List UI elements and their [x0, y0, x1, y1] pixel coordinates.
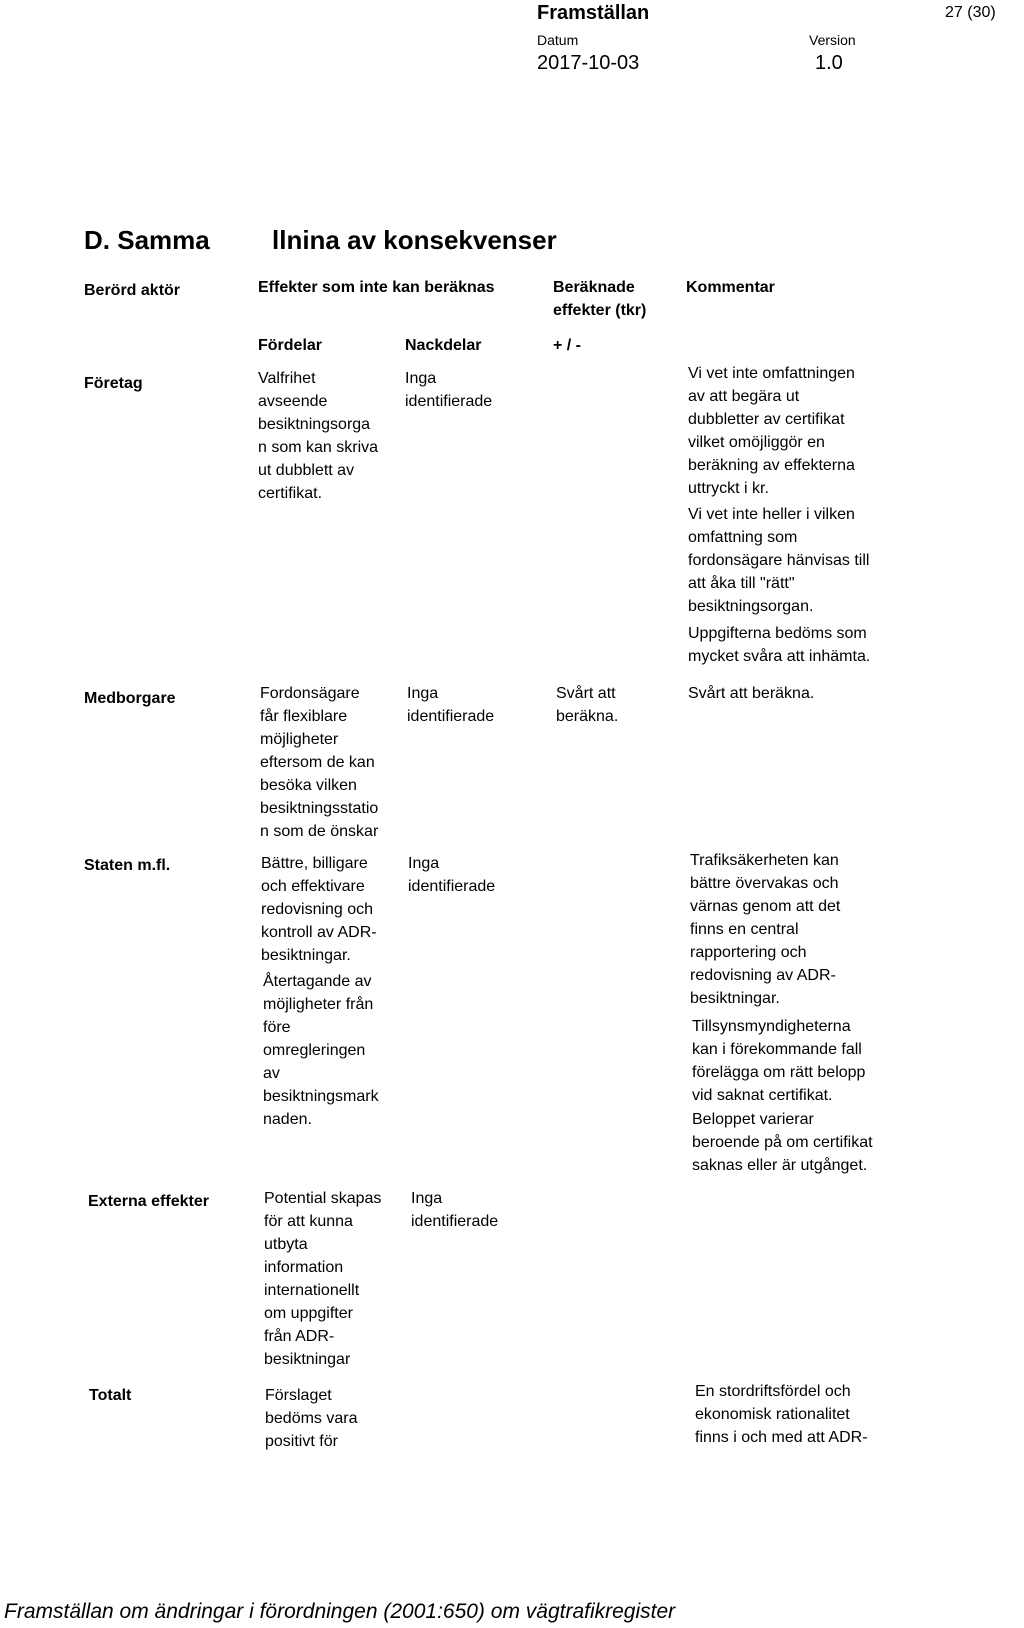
- version-label: Version: [809, 32, 856, 48]
- row-foretag-comment-p2: Vi vet inte heller i vilken omfattning som fordonsägare hänvisas till att åka till "rätt" besiktningsorgan.: [688, 506, 870, 615]
- row-foretag-cons: Inga identifierade: [405, 370, 493, 410]
- row-staten-pros-p2: Återtagande av möjligheter från före omregleringen av besiktningsmark naden.: [263, 973, 379, 1128]
- col-header-plusminus: + / -: [553, 337, 582, 354]
- row-foretag-comment-p3: Uppgifterna bedöms som mycket svåra att inhämta.: [688, 625, 871, 665]
- row-actor-medborgare: Medborgare: [84, 690, 176, 707]
- row-foretag-pros: Valfrihet avseende besiktningsorga n som kan skriva ut dubblett av certifikat.: [258, 370, 379, 502]
- row-staten-pros-p1: Bättre, billigare och effektivare redovisning och kontroll av ADR- besiktningar.: [261, 855, 377, 964]
- header-title: Framställan: [537, 2, 650, 24]
- row-externa-pros: Potential skapas för att kunna utbyta information internationellt om uppgifter från ADR- besiktningar: [264, 1190, 382, 1368]
- row-totalt-pros: Förslaget bedöms vara positivt för: [265, 1387, 358, 1450]
- col-header-effects: Effekter som inte kan beräknas: [258, 279, 495, 296]
- row-staten-comment-p1: Trafiksäkerheten kan bättre övervakas och värnas genom att det finns en central rapportering och redovisning av ADR- besiktningar.: [690, 852, 841, 1007]
- row-actor-externa: Externa effekter: [88, 1193, 209, 1210]
- section-heading-left: D. Samma: [84, 225, 210, 255]
- row-externa-cons: Inga identifierade: [411, 1190, 499, 1230]
- row-actor-staten: Staten m.fl.: [84, 857, 171, 874]
- col-header-cons: Nackdelar: [405, 337, 482, 354]
- version-value: 1.0: [815, 52, 843, 74]
- row-actor-foretag: Företag: [84, 375, 143, 392]
- row-medborgare-cons: Inga identifierade: [407, 685, 495, 725]
- row-staten-comment-p2: Tillsynsmyndigheterna kan i förekommande fall förelägga om rätt belopp vid saknat certifikat.: [692, 1018, 866, 1104]
- col-header-comment: Kommentar: [686, 279, 775, 296]
- row-medborgare-comment: Svårt att beräkna.: [688, 685, 815, 702]
- row-medborgare-pros: Fordonsägare får flexiblare möjligheter eftersom de kan besöka vilken besiktningsstatio n som de önskar: [260, 685, 379, 840]
- row-staten-cons: Inga identifierade: [408, 855, 496, 895]
- row-actor-totalt: Totalt: [89, 1387, 132, 1404]
- date-label: Datum: [537, 32, 579, 48]
- section-heading-right: llnina av konsekvenser: [272, 225, 557, 255]
- row-foretag-comment-p1: Vi vet inte omfattningen av att begära ut dubbletter av certifikat vilket omöjliggör en beräkning av effekterna uttryckt i kr.: [688, 365, 855, 497]
- col-header-calc-line2: effekter (tkr): [553, 302, 647, 319]
- col-header-pros: Fördelar: [258, 337, 323, 354]
- col-header-calc-line1: Beräknade: [553, 279, 635, 296]
- footer-text: Framställan om ändringar i förordningen (2001:650) om vägtrafikregister: [4, 1600, 676, 1623]
- row-staten-comment-p3: Beloppet varierar beroende på om certifikat saknas eller är utgånget.: [692, 1111, 873, 1174]
- col-header-actor: Berörd aktör: [84, 282, 181, 299]
- date-value: 2017-10-03: [537, 52, 640, 74]
- row-medborgare-calc: Svårt att beräkna.: [556, 685, 619, 725]
- page-number: 27 (30): [945, 4, 996, 21]
- row-totalt-comment: En stordriftsfördel och ekonomisk rationalitet finns i och med att ADR-: [695, 1383, 868, 1446]
